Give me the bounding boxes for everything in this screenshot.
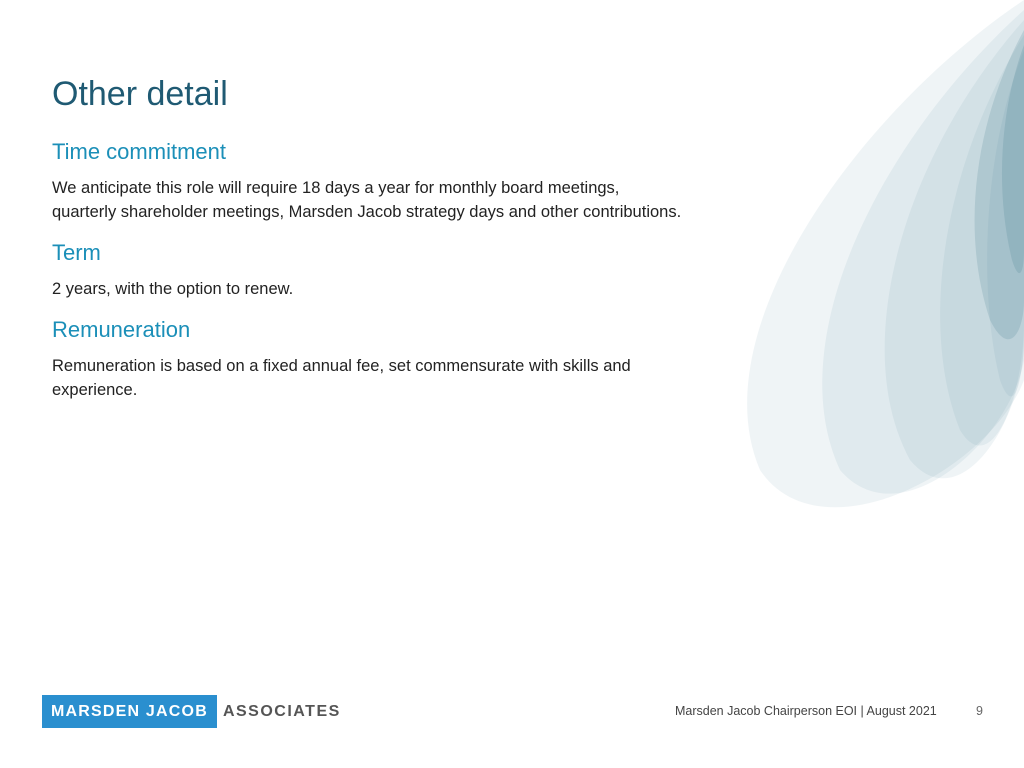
time-commitment-text [52, 176, 772, 224]
remuneration-text [52, 354, 772, 402]
logo-primary: MARSDEN JACOB [42, 695, 217, 728]
heading-remuneration: Remuneration [52, 317, 191, 342]
page-number: 9 [976, 704, 983, 718]
time-commitment-line: We anticipate this role will require 18 days a year for monthly board meetings, [52, 179, 620, 197]
term-text [52, 277, 772, 301]
footer-text: Marsden Jacob Chairperson EOI | August 2021 [675, 704, 937, 718]
remuneration-line: experience. [52, 381, 138, 399]
remuneration-line: Remuneration is based on a fixed annual fee, set commensurate with skills and [52, 357, 631, 375]
time-commitment-line: quarterly shareholder meetings, Marsden Jacob strategy days and other contributions. [52, 203, 682, 221]
term-line: 2 years, with the option to renew. [52, 280, 294, 298]
slide-title: Other detail [52, 75, 228, 113]
heading-time-commitment: Time commitment [52, 139, 226, 164]
logo-secondary: ASSOCIATES [222, 702, 341, 720]
heading-term: Term [52, 240, 101, 265]
company-logo [42, 695, 341, 728]
